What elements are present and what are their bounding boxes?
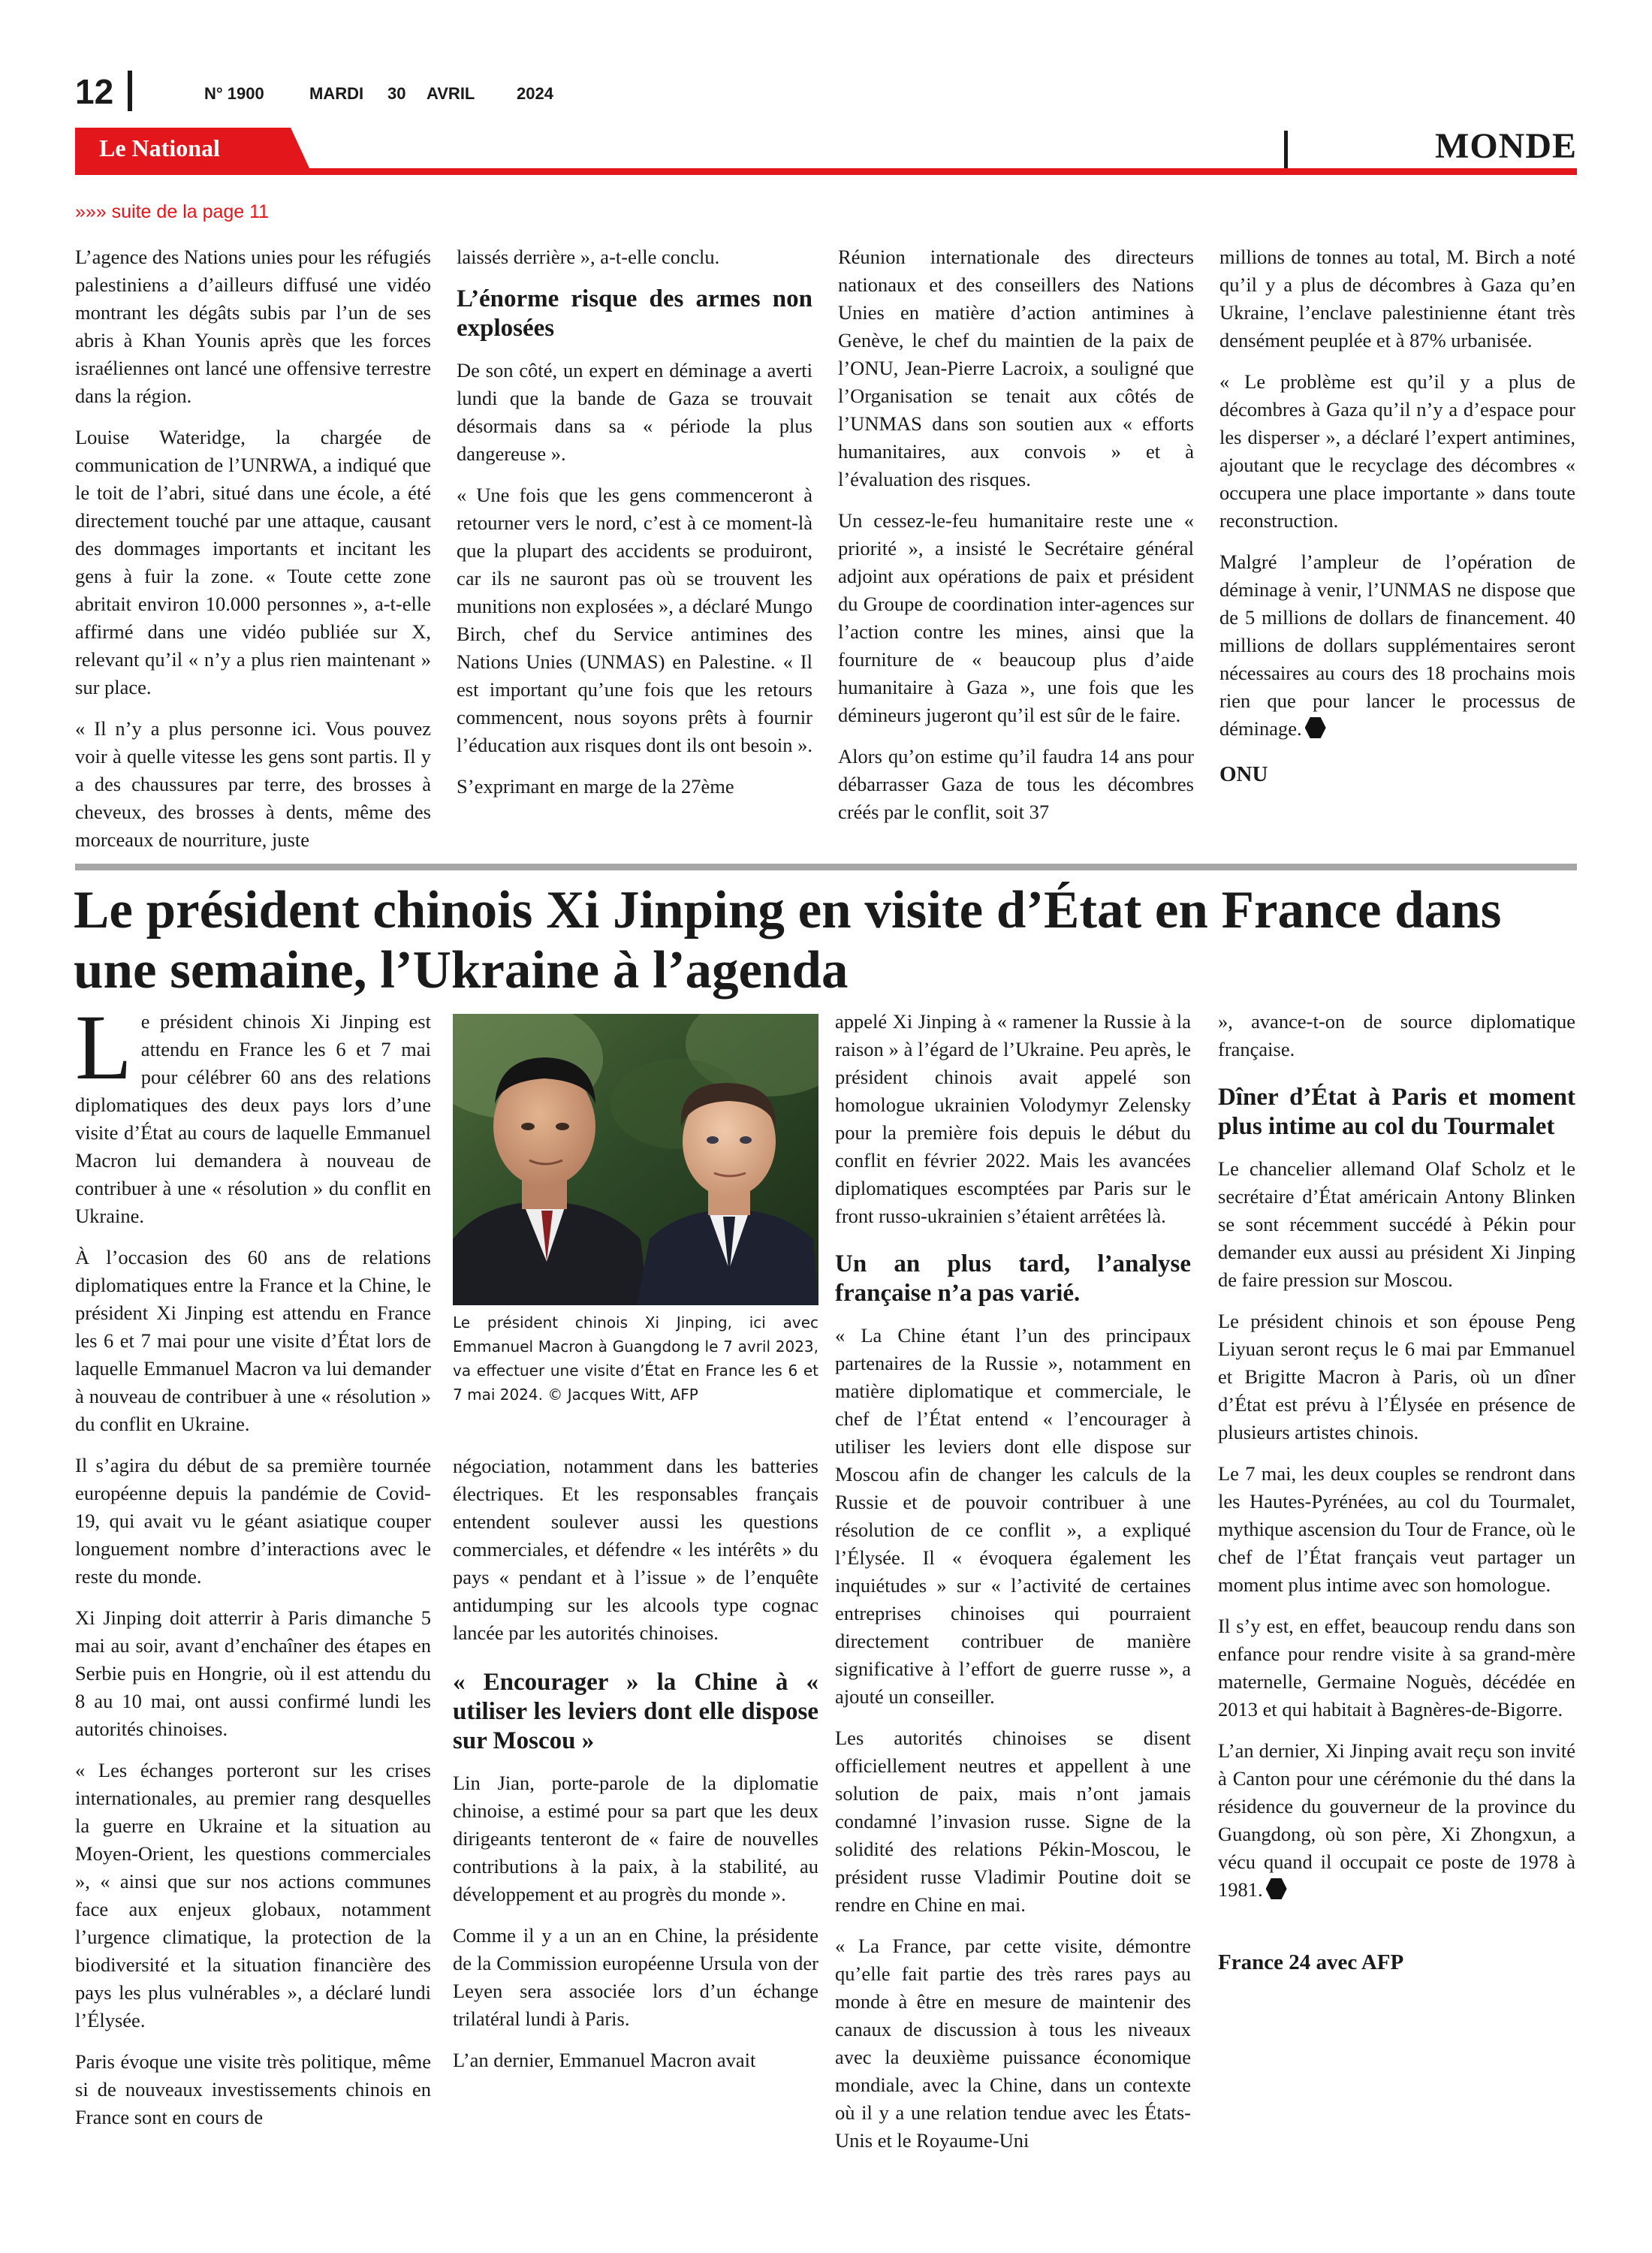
folio-divider: [128, 71, 132, 111]
paragraph: Il s’agira du début de sa première tournée européenne depuis la pandémie de Covid-19, qui avait vu le géant asiatique couper longuement nombre d’interactions avec le reste du monde.: [75, 1454, 431, 1588]
top-article-column-1: [75, 243, 431, 867]
paragraph: À l’occasion des 60 ans de relations diplomatiques entre la France et la Chine, le président Xi Jinping est attendu en France les 6 et 7 mai pour une visite d’État lors de laquelle Emmanuel Macron va lui demander à nouveau de contribuer à une « résolution » du conflit en Ukraine.: [75, 1246, 431, 1435]
main-article-column-4: [1218, 1008, 1575, 1990]
main-article-column-1: [75, 996, 431, 2145]
paragraph-text: L’an dernier, Xi Jinping avait reçu son invité à Canton pour une cérémonie du thé dans la résidence du gouverneur de la province du Guangdong, où son père, Xi Zhongxun, a vécu quand il occupait ce poste de 1978 à 1981.: [1218, 1739, 1575, 1901]
paragraph: « Le problème est qu’il y a plus de décombres à Gaza qu’il n’y a d’espace pour les disperser », a déclaré l’expert antimines, ajoutant que le recyclage des décombres « occupera une place importante » dans toute reconstruction.: [1219, 370, 1575, 532]
top-article-column-3: [838, 243, 1194, 840]
paragraph: Alors qu’on estime qu’il faudra 14 ans pour débarrasser Gaza de tous les décombres créés par le conflit, soit 37: [838, 745, 1194, 823]
article-separator: [75, 864, 1577, 870]
lead-text: e président chinois Xi Jinping est attendu en France les 6 et 7 mai pour célébrer 60 ans des relations diplomatiques des deux pays lors d’une visite d’État au cours de laquelle Emmanuel Macron lui demandera à nouveau de contribuer à une « résolution » du conflit en Ukraine.: [75, 1010, 431, 1227]
paragraph: « La Chine étant l’un des principaux partenaires de la Russie », notamment en matière diplomatique et commerciale, le chef de l’État entend « l’encourager à utiliser les leviers dont elle dispose sur Moscou afin de changer les calculs de la Russie et de pouvoir contribuer à une résolution de ce conflit », a expliqué l’Élysée. Il « évoquera également les inquiétudes » sur « l’activité de certaines entreprises chinoises qui pourraient directement contribuer de manière significative à l’effort de guerre russe », a ajouté un conseiller.: [835, 1324, 1191, 1708]
issue-number: N° 1900: [204, 84, 264, 103]
paragraph: Comme il y a un an en Chine, la présidente de la Commission européenne Ursula von der Leyen sera associée lors d’un échange trilatéral lundi à Paris.: [453, 1924, 818, 2030]
paragraph: Le président chinois et son épouse Peng Liyuan seront reçus le 6 mai par Emmanuel et Brigitte Macron à Paris, où un dîner d’État est prévu à l’Élysée en présence de plusieurs artistes chinois.: [1218, 1310, 1575, 1443]
subheading: Un an plus tard, l’analyse française n’a pas varié.: [835, 1250, 1191, 1307]
paragraph: Réunion internationale des directeurs nationaux et des conseillers des Nations Unies en matière d’action antimines à Genève, le chef du maintien de la paix de l’ONU, Jean-Pierre Lacroix, a souligné que l’Organisation se tenait aux côtés de l’UNMAS dans son soutien aux « efforts humanitaires, aux convois » et à l’évaluation des risques.: [838, 246, 1194, 490]
brand-logo: Le National: [99, 134, 220, 161]
top-article-column-4: [1219, 243, 1575, 802]
paragraph: », avance-t-on de source diplomatique française.: [1218, 1010, 1575, 1060]
article-headline: Le président chinois Xi Jinping en visite d’État en France dans une semaine, l’Ukraine à l’agenda: [74, 881, 1502, 1000]
issue-weekday: MARDI: [309, 84, 364, 103]
main-article-column-3: [835, 1008, 1191, 2168]
lead-paragraph: [75, 996, 431, 1230]
issue-month: AVRIL: [427, 84, 475, 103]
paragraph: laissés derrière », a-t-elle conclu.: [457, 246, 720, 268]
paragraph: « La France, par cette visite, démontre qu’elle fait partie des très rares pays au monde à être en mesure de maintenir des canaux de discussion à tous les niveaux avec la deuxième puissance économique mondiale, avec la Chine, dans un contexte où il y a une relation tendue avec les États-Unis et le Royaume-Uni: [835, 1935, 1191, 2152]
section-title: MONDE: [1435, 126, 1577, 166]
paragraph: Il s’y est, en effet, beaucoup rendu dans son enfance pour rendre visite à sa grand-mère maternelle, Germaine Noguès, décédée en 2013 et qui habitait à Bagnères-de-Bigorre.: [1218, 1615, 1575, 1721]
end-of-article-icon: [1266, 1878, 1287, 1899]
article-signature: ONU: [1219, 762, 1268, 786]
paragraph: négociation, notamment dans les batteries électriques. Et les responsables français entendent soulever aussi les questions commerciales, et défendre « les intérêts » du pays « pendant et à l’issue » de l’enquête antidumping sur les alcools type cognac lancée par les autorités chinoises.: [453, 1455, 818, 1644]
paragraph: Le 7 mai, les deux couples se rendront dans les Hautes-Pyrénées, au col du Tourmalet, mythique ascension du Tour de France, où le chef de l’État français veut partager un moment plus intime avec son homologue.: [1218, 1462, 1575, 1596]
drop-cap: L: [75, 996, 132, 1099]
paragraph: « Les échanges porteront sur les crises internationales, au premier rang desquelles la guerre en Ukraine et la situation au Moyen-Orient, les questions commerciales », « ainsi que sur nos actions communes face aux enjeux globaux, notamment l’urgence climatique, la protection de la biodiversité et la situation financière des pays les plus vulnérables », a déclaré lundi l’Élysée.: [75, 1759, 431, 2031]
paragraph: « Il n’y a plus personne ici. Vous pouvez voir à quelle vitesse les gens sont partis. Il y a des chaussures par terre, des brosses à cheveux, des brosses à dents, même des morceaux de nourriture, juste: [75, 717, 431, 851]
paragraph-text: Malgré l’ampleur de l’opération de déminage à venir, l’UNMAS ne dispose que de 5 millions de dollars de financement. 40 millions de dollars supplémentaires seront nécessaires au cours des 18 prochains mois rien que pour lancer le processus de déminage.: [1219, 550, 1575, 740]
paragraph: [1218, 1737, 1575, 1904]
section-divider: [1284, 131, 1288, 168]
end-of-article-icon: [1305, 717, 1326, 738]
subheading: « Encourager » la Chine à « utiliser les leviers dont elle dispose sur Moscou »: [453, 1669, 818, 1754]
header-rule: [75, 168, 1577, 175]
top-article-column-2: [457, 243, 812, 814]
paragraph: appelé Xi Jinping à « ramener la Russie à la raison » à l’égard de l’Ukraine. Peu après, le président chinois avait appelé son homologue ukrainien Volodymyr Zelensky pour la première fois depuis le début du conflit en février 2022. Mais les avancées diplomatiques escomptées par Paris sur le front russo-ukrainien s’étaient arrêtées là.: [835, 1010, 1191, 1227]
subheading: Dîner d’État à Paris et moment plus intime au col du Tourmalet: [1218, 1084, 1575, 1140]
paragraph: Un cessez-le-feu humanitaire reste une « priorité », a insisté le Secrétaire général adjoint aux opérations de paix et président du Groupe de coordination inter-agences sur l’action contre les mines, ainsi que la fourniture de « beaucoup plus d’aide humanitaire à Gaza », une fois que les démineurs jugeront qu’il est sûr de le faire.: [838, 509, 1194, 726]
article-signature: France 24 avec AFP: [1218, 1950, 1404, 1974]
paragraph: Le chancelier allemand Olaf Scholz et le secrétaire d’État américain Antony Blinken se sont récemment succédé à Pékin pour demander eux aussi au président Xi Jinping de faire pression sur Moscou.: [1218, 1157, 1575, 1291]
photo-caption: Le président chinois Xi Jinping, ici avec Emmanuel Macron à Guangdong le 7 avril 2023, va effectuer une visite d’État en France les 6 et 7 mai 2024. © Jacques Witt, AFP: [453, 1313, 818, 1404]
paragraph: L’agence des Nations unies pour les réfugiés palestiniens a d’ailleurs diffusé une vidéo montrant les dégâts subis par l’un de ses abris à Khan Younis après que les forces israéliennes ont lancé une offensive terrestre dans la région.: [75, 246, 431, 407]
paragraph: Les autorités chinoises se disent officiellement neutres et appellent à une solution de paix, mais n’ont jamais condamné l’invasion russe. Signe de la solidité des relations Pékin-Moscou, le président russe Vladimir Poutine doit se rendre en Chine en mai.: [835, 1727, 1191, 1916]
paragraph: L’an dernier, Emmanuel Macron avait: [453, 2049, 756, 2071]
article-photo: [453, 1014, 818, 1305]
paragraph: millions de tonnes au total, M. Birch a noté qu’il y a plus de décombres à Gaza qu’en Ukraine, l’enclave palestinienne étant très densément peuplée et à 87% urbanisée.: [1219, 246, 1575, 351]
paragraph: Paris évoque une visite très politique, même si de nouveaux investissements chinois en France sont en cours de: [75, 2050, 431, 2128]
paragraph: S’exprimant en marge de la 27ème: [457, 775, 734, 798]
subheading: L’énorme risque des armes non explosées: [457, 285, 812, 342]
issue-day: 30: [387, 84, 406, 103]
continued-from-link[interactable]: »»» suite de la page 11: [75, 201, 270, 222]
paragraph: Lin Jian, porte-parole de la diplomatie chinoise, a estimé pour sa part que les deux dirigeants tenteront de « faire de nouvelles contributions à la paix, à la stabilité, au développement et au progrès du monde ».: [453, 1772, 818, 1905]
main-article-column-2: [453, 1452, 818, 2088]
page-number: 12: [75, 72, 114, 111]
paragraph: Louise Wateridge, la chargée de communication de l’UNRWA, a indiqué que le toit de l’abri, situé dans une école, a été directement touché par une attaque, causant des dommages importants et incitant les gens à fuir la zone. « Toute cette zone abritait environ 10.000 personnes », a-t-elle affirmé dans une vidéo publiée sur X, relevant qu’il « n’y a plus rien maintenant » sur place.: [75, 426, 431, 698]
paragraph: Xi Jinping doit atterrir à Paris dimanche 5 mai au soir, avant d’enchaîner des étapes en Serbie puis en Hongrie, où il est attendu du 8 au 10 mai, ont aussi confirmé lundi les autorités chinoises.: [75, 1606, 431, 1740]
paragraph: « Une fois que les gens commenceront à retourner vers le nord, c’est à ce moment-là que la plupart des accidents se produiront, car ils ne sauront pas où se trouvent les munitions non explosées », a déclaré Mungo Birch, chef du Service antimines des Nations Unies (UNMAS) en Palestine. « Il est important qu’une fois que les retours commencent, nous soyons prêts à fournir l’éducation aux risques dont ils ont besoin ».: [457, 484, 812, 756]
paragraph: [1219, 548, 1575, 743]
issue-year: 2024: [517, 84, 553, 103]
paragraph: De son côté, un expert en déminage a averti lundi que la bande de Gaza se trouvait désormais dans sa « période la plus dangereuse ».: [457, 359, 812, 465]
